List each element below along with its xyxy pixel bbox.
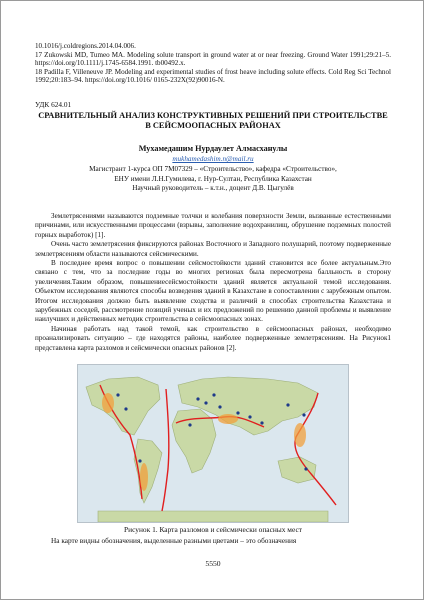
references-block xyxy=(35,42,391,85)
quake-mark xyxy=(116,393,119,396)
zone-east-asia xyxy=(294,423,306,447)
quake-mark xyxy=(196,397,199,400)
paragraph-map-description: На карте видны обозначения, выделенные разными цветами – это обозначения xyxy=(51,536,297,545)
author-email-link[interactable]: mukhamedashim.n@mail.ru xyxy=(172,155,254,163)
world-fault-map xyxy=(78,365,348,522)
affiliation-line-university: ЕНУ имени Л.Н.Гумилева, г. Нур-Султан, Республика Казахстан xyxy=(114,174,312,183)
figure-caption: Рисунок 1. Карта разломов и сейсмически опасных мест xyxy=(124,525,302,534)
quake-mark xyxy=(260,421,263,424)
paragraph-hemispheres: Очень часто землетрясения фиксируются районах Восточного и Западного полушарий, поэтому подверженные землетрясениям области называются сейсмическими. xyxy=(35,240,391,258)
quake-mark xyxy=(218,405,221,408)
body-text xyxy=(35,212,391,353)
quake-mark xyxy=(302,413,305,416)
reference-doi: 10.1016/j.coldregions.2014.04.006. xyxy=(35,42,136,50)
reference-17: 17 Zukowski MD, Tumeo MA. Modeling solute transport in ground water at or near freezing. Ground Water 1991;29:21–5. https://doi.org/10.1111/j.1745-6584.1991. tb00492.x. xyxy=(35,50,391,68)
paper-title: СРАВНИТЕЛЬНЫЙ АНАЛИЗ КОНСТРУКТИВНЫХ РЕШЕНИЙ ПРИ СТРОИТЕЛЬСТВЕ В СЕЙСМООПАСНЫХ РАЙОНАХ xyxy=(38,111,388,131)
affiliation-block xyxy=(35,165,391,194)
quake-mark xyxy=(304,467,307,470)
reference-18: 18 Padilla F, Villeneuve JP. Modeling and experimental studies of frost heave including solute effects. Cold Reg Sci Technol 1992;20:183–94. https://doi.org/10.1016/ 0165-232X(92)90016-N. xyxy=(35,67,391,85)
paragraph-map-intro: Начиная работать над такой темой, как строительство в сейсмоопасных районах, необходимо проанализировать ситуацию – где находятся районы, наиболее подверженные землетрясениям. На Рисунок1 представлена карта разломов и сейсмически опасных районов [2]. xyxy=(35,324,391,352)
paragraph-earthquakes-definition: Землетрясениями называются подземные толчки и колебания поверхности Земли, вызванные естественными причинами, или искусственными процессами (взрывы, заполнение водохранилищ, обрушение подземных полостей горных выработок) [1]. xyxy=(35,212,391,239)
quake-mark xyxy=(204,401,207,404)
fault-map-figure xyxy=(77,364,349,523)
quake-mark xyxy=(212,393,215,396)
quake-mark xyxy=(236,411,239,414)
quake-mark xyxy=(286,403,289,406)
quake-mark xyxy=(124,407,127,410)
zone-west-america xyxy=(102,393,114,413)
quake-mark xyxy=(188,423,191,426)
author-name: Мухамедашим Нурдаулет Алмасханулы xyxy=(138,144,288,153)
quake-mark xyxy=(138,459,141,462)
page-number: 5550 xyxy=(205,559,221,568)
zone-middle-east xyxy=(218,414,238,424)
paragraph-relevance: В последнее время вопрос о повышении сейсмостойкости зданий становится все более актуальным.Это связано с тем, что за последние годы во многих регионах была пересмотрена балльность в сторону увеличения.Таким образом, повышениесейсмостойкости зданий является актуальной темой исследования. Объектом исследования являются способы возведения зданий в Казахстане в сопоставлении с зарубежным опытом. Итогом исследования должно быть выявление сходства и различий в способах строительства Казахстана и зарубежных соседей, рассмотрение позиций ученых и их предложений по решению данной проблемы и выявление наилучших и действенных методик строительства в сейсмоопасных зонах. xyxy=(35,259,391,324)
zone-andes xyxy=(140,463,148,491)
affiliation-line-supervisor: Научный руководитель – к.т.н., доцент Д.В. Цыгулёв xyxy=(132,184,294,193)
quake-mark xyxy=(248,415,251,418)
affiliation-line-program: Магистрант 1-курса ОП 7М07329 – «Строительство», кафедра «Строительство», xyxy=(89,165,337,173)
antarctica-shape xyxy=(98,511,328,522)
udc-code: УДК 624.01 xyxy=(35,100,72,109)
